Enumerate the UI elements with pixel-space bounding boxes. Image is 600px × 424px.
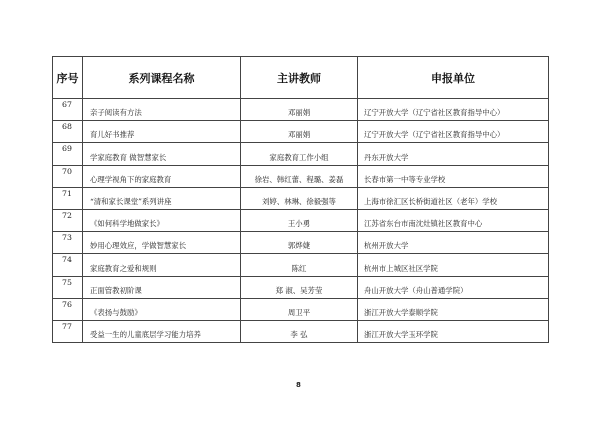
- row-teacher: 家庭教育工作小组: [241, 143, 358, 165]
- row-course-name: 《表扬与鼓励》: [83, 298, 241, 320]
- row-course-name: 学家庭教育 做智慧家长: [83, 143, 241, 165]
- row-teacher: 陈红: [241, 254, 358, 276]
- row-course-name: 正面管教初阶课: [83, 276, 241, 298]
- row-course-name: 育儿好书推荐: [83, 121, 241, 143]
- table-row: [53, 276, 549, 298]
- row-serial-number: 70: [53, 165, 83, 187]
- row-course-name: 《如何科学地做家长》: [83, 209, 241, 231]
- row-applicant-unit: 杭州市上城区社区学院: [358, 254, 549, 276]
- row-course-name: 家庭教育之爱和规则: [83, 254, 241, 276]
- row-teacher: 邓丽娟: [241, 99, 358, 121]
- row-applicant-unit: 长春市第一中等专业学校: [358, 165, 549, 187]
- row-teacher: 郑 淑、吴芳莹: [241, 276, 358, 298]
- row-applicant-unit: 浙江开放大学泰顺学院: [358, 298, 549, 320]
- table-row: [53, 254, 549, 276]
- header-teacher: 主讲教师: [241, 57, 358, 99]
- row-serial-number: 74: [53, 254, 83, 276]
- row-teacher: 周卫平: [241, 298, 358, 320]
- table-row: [53, 121, 549, 143]
- row-applicant-unit: 上海市徐汇区长桥街道社区（老年）学校: [358, 187, 549, 209]
- row-applicant-unit: 舟山开放大学（舟山普通学院）: [358, 276, 549, 298]
- row-teacher: 刘婷、林琳、徐毅强等: [241, 187, 358, 209]
- row-course-name: 妙用心理效应，学做智慧家长: [83, 232, 241, 254]
- table-row: [53, 298, 549, 320]
- row-course-name: 心理学视角下的家庭教育: [83, 165, 241, 187]
- row-teacher: 郭烨婕: [241, 232, 358, 254]
- row-teacher: 王小勇: [241, 209, 358, 231]
- row-applicant-unit: 辽宁开放大学（辽宁省社区教育指导中心）: [358, 99, 549, 121]
- row-teacher: 邓丽娟: [241, 121, 358, 143]
- page-number: 8: [296, 381, 301, 389]
- row-applicant-unit: 浙江开放大学玉环学院: [358, 320, 549, 342]
- course-table: [52, 56, 549, 343]
- row-serial-number: 72: [53, 209, 83, 231]
- table-header-row: [53, 57, 549, 99]
- table-row: [53, 320, 549, 342]
- row-course-name: “清和家长课堂”系列讲座: [83, 187, 241, 209]
- row-serial-number: 76: [53, 298, 83, 320]
- row-serial-number: 77: [53, 320, 83, 342]
- row-applicant-unit: 杭州开放大学: [358, 232, 549, 254]
- row-serial-number: 69: [53, 143, 83, 165]
- row-serial-number: 73: [53, 232, 83, 254]
- header-course-name: 系列课程名称: [83, 57, 241, 99]
- row-teacher: 徐岩、韩红蕾、程璐、姜磊: [241, 165, 358, 187]
- row-serial-number: 71: [53, 187, 83, 209]
- table-row: [53, 99, 549, 121]
- header-serial: 序号: [53, 57, 83, 99]
- table-row: [53, 187, 549, 209]
- row-teacher: 李 弘: [241, 320, 358, 342]
- row-serial-number: 67: [53, 99, 83, 121]
- row-course-name: 亲子阅读有方法: [83, 99, 241, 121]
- row-applicant-unit: 丹东开放大学: [358, 143, 549, 165]
- row-applicant-unit: 辽宁开放大学（辽宁省社区教育指导中心）: [358, 121, 549, 143]
- row-serial-number: 68: [53, 121, 83, 143]
- table-row: [53, 232, 549, 254]
- table-row: [53, 209, 549, 231]
- row-course-name: 受益一生的儿童底层学习能力培养: [83, 320, 241, 342]
- table-row: [53, 165, 549, 187]
- table-body: [53, 99, 549, 343]
- header-applicant-unit: 申报单位: [358, 57, 549, 99]
- table-row: [53, 143, 549, 165]
- row-applicant-unit: 江苏省东台市南沈灶镇社区教育中心: [358, 209, 549, 231]
- row-serial-number: 75: [53, 276, 83, 298]
